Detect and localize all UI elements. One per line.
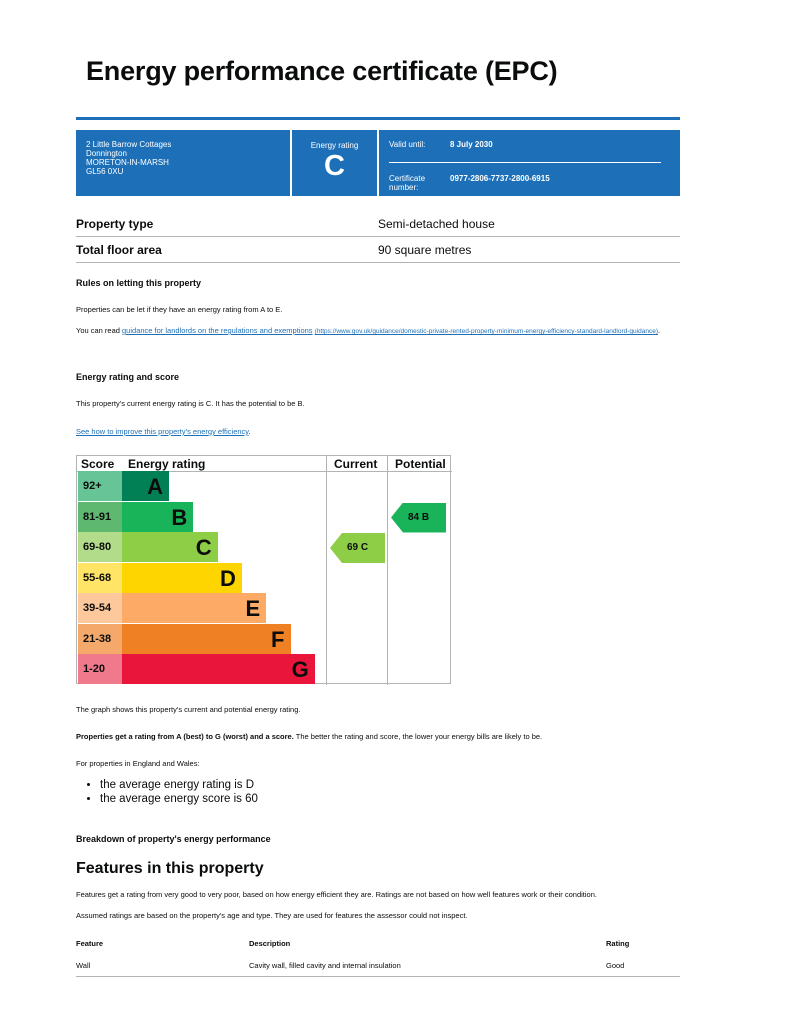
improve-suffix: . <box>248 427 251 436</box>
valid-until-label: Valid until: <box>389 140 426 149</box>
band-bar <box>122 654 315 684</box>
description-cell: Cavity wall, filled cavity and internal insulation <box>249 961 401 970</box>
valid-until-value: 8 July 2030 <box>450 140 493 149</box>
rating-heading: Energy rating and score <box>76 372 180 382</box>
band-score: 21-38 <box>78 624 122 654</box>
header-current: Current <box>334 457 378 471</box>
band-bar <box>122 502 193 532</box>
band-score: 1-20 <box>78 654 122 684</box>
band-score: 81-91 <box>78 502 122 532</box>
property-type-label: Property type <box>76 217 154 231</box>
banner-divider <box>377 130 379 196</box>
header-feature: Feature <box>76 939 104 948</box>
property-type-row <box>76 211 680 237</box>
list-item: • the average energy score is 60 <box>100 792 258 806</box>
guidance-link[interactable]: guidance for landlords on the regulations and exemptions <box>122 326 313 335</box>
band-letter: F <box>271 626 285 652</box>
potential-rating-arrow-label: 84 B <box>408 511 430 523</box>
energy-rating-value: C <box>324 150 345 182</box>
table-row <box>76 958 680 977</box>
page-title: Energy performance certificate (EPC) <box>86 56 558 86</box>
energy-rating-chart <box>76 455 451 684</box>
address <box>86 140 171 176</box>
guidance-url[interactable]: (https://www.gov.uk/guidance/domestic-private-rented-property-minimum-energy-efficiency-standard-landlord-guidance) <box>314 328 658 335</box>
banner-rule <box>389 162 661 163</box>
band-score: 39-54 <box>78 593 122 623</box>
band-f <box>78 624 326 654</box>
band-bar <box>122 532 218 562</box>
list-item: • the average energy rating is D <box>100 778 258 792</box>
features-text-1: Features get a rating from very good to very poor, based on how energy efficient they are. Ratings are not based on how well features work or their condition. <box>76 890 597 899</box>
breakdown-heading: Breakdown of property's energy performance <box>76 834 271 844</box>
features-heading: Features in this property <box>76 860 264 877</box>
certificate-number-label: Certificate number: <box>389 174 426 192</box>
band-bar <box>122 563 242 593</box>
band-letter: B <box>171 504 188 530</box>
rules-guidance <box>76 326 680 337</box>
features-text-2: Assumed ratings are based on the property's age and type. They are used for features the assessor could not inspect. <box>76 911 468 920</box>
rating-explainer-rest: The better the rating and score, the lower your energy bills are likely to be. <box>293 732 543 741</box>
property-type-value: Semi-detached house <box>378 217 495 231</box>
band-score: 55-68 <box>78 563 122 593</box>
band-bar <box>122 593 266 623</box>
band-letter: G <box>291 657 309 682</box>
band-d <box>78 563 326 593</box>
address-line: 2 Little Barrow Cottages <box>86 140 172 149</box>
improve-link[interactable]: See how to improve this property's energy efficiency <box>76 427 249 436</box>
potential-rating-arrow <box>391 503 446 533</box>
header-score: Score <box>81 457 115 471</box>
band-score: 69-80 <box>78 532 122 562</box>
improve-link-line <box>76 427 680 437</box>
band-bar <box>122 624 291 654</box>
rating-text: This property's current energy rating is C. It has the potential to be B. <box>76 399 305 408</box>
header-potential: Potential <box>395 457 446 471</box>
band-g <box>78 654 326 684</box>
band-score: 92+ <box>78 471 122 501</box>
certificate-number-value: 0977-2806-7737-2800-6915 <box>450 174 550 183</box>
guidance-prefix: You can read <box>76 326 123 335</box>
rating-explainer-bold: Properties get a rating from A (best) to G (worst) and a score. <box>76 732 294 741</box>
band-a <box>78 471 326 501</box>
band-letter: C <box>195 535 212 560</box>
band-c <box>78 532 326 562</box>
header-rating: Rating <box>606 939 630 948</box>
floor-area-label: Total floor area <box>76 243 162 257</box>
band-bar <box>122 471 169 501</box>
header-energy-rating: Energy rating <box>128 457 206 471</box>
floor-area-value: 90 square metres <box>378 243 472 257</box>
feature-cell: Wall <box>76 961 91 970</box>
address-line: GL56 0XU <box>86 167 124 176</box>
rules-heading: Rules on letting this property <box>76 278 202 288</box>
rules-text: Properties can be let if they have an energy rating from A to E. <box>76 305 283 314</box>
energy-rating-label: Energy rating <box>310 141 359 150</box>
chart-column-divider <box>387 456 388 685</box>
floor-area-row <box>76 237 680 263</box>
average-list <box>80 778 258 806</box>
address-line: MORETON-IN-MARSH <box>86 158 169 167</box>
band-e <box>78 593 326 623</box>
graph-explainer: The graph shows this property's current and potential energy rating. <box>76 705 301 714</box>
rating-explainer <box>76 732 680 742</box>
england-wales-text: For properties in England and Wales: <box>76 759 200 768</box>
table-header-row <box>76 936 680 952</box>
current-rating-arrow <box>330 533 385 563</box>
header-description: Description <box>249 939 291 948</box>
rating-cell: Good <box>606 961 625 970</box>
guidance-suffix: . <box>658 326 661 335</box>
address-line: Donnington <box>86 149 127 158</box>
chart-column-divider <box>326 456 327 685</box>
band-letter: D <box>220 565 236 591</box>
certificate-banner <box>76 130 680 196</box>
band-letter: E <box>245 596 261 621</box>
band-letter: A <box>147 474 163 499</box>
current-rating-arrow-label: 69 C <box>347 542 369 553</box>
title-divider <box>76 117 680 120</box>
band-b <box>78 502 326 532</box>
